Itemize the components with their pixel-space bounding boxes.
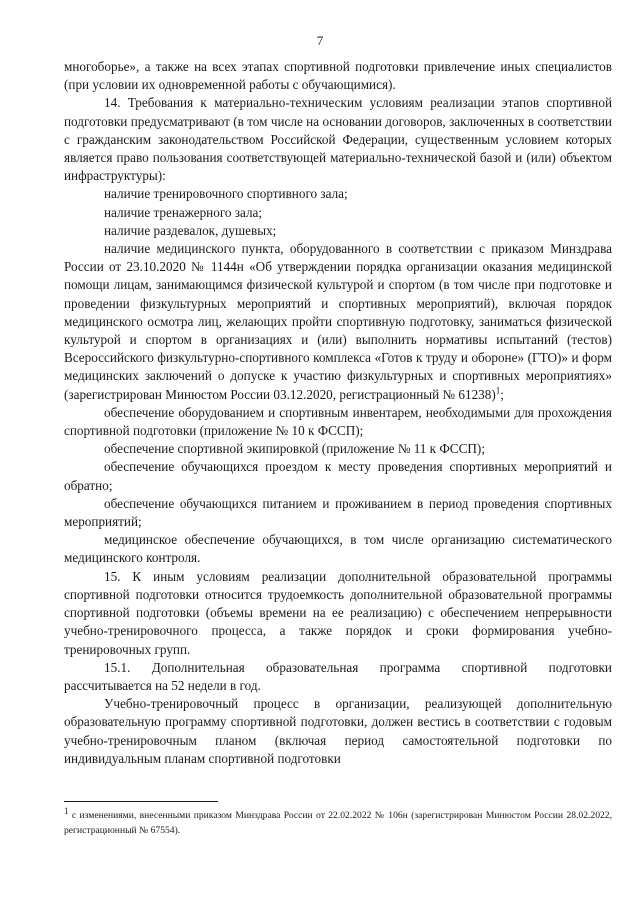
paragraph-11: медицинское обеспечение обучающихся, в том числе организацию систематического медицинского контроля. [64,532,612,566]
paragraph-2: 14. Требования к материально-техническим условиям реализации этапов спортивной подготовки предусматривают (в том числе на основании договоров, заключенных в соответствии с гражданским законодательством Российской Федерации, существенным условием которых является право пользования соответствующей материально-технической базой и (или) объектом инфраструктуры): [64,95,612,184]
footnote-separator [64,801,218,802]
document-body [64,58,612,768]
paragraph-1: многоборье», а также на всех этапах спортивной подготовки привлечение иных специалистов (при условии их одновременной работы с обучающимися). [64,59,612,93]
paragraph-10: обеспечение обучающихся питанием и проживанием в период проведения спортивных мероприятий; [64,495,612,530]
paragraph-14: Учебно-тренировочный процесс в организации, реализующей дополнительную образовательную программу спортивной подготовки, должен вестись в соответствии с годовым учебно-тренировочным планом (включая период самостоятельной подготовки по индивидуальным планам спортивной подготовки [64,696,612,766]
page-number: 7 [316,33,324,48]
footnote-mark: 1 [64,805,69,816]
paragraph-6-tail: ; [500,386,504,402]
paragraph-13: 15.1. Дополнительная образовательная программа спортивной подготовки рассчитывается на 52 недели в год. [64,659,612,693]
paragraph-4: наличие тренажерного зала; [104,204,263,220]
paragraph-9: обеспечение обучающихся проездом к месту проведения спортивных мероприятий и обратно; [64,459,612,493]
paragraph-8: обеспечение спортивной экипировкой (приложение № 11 к ФССП); [104,441,485,457]
footnote [64,805,612,838]
paragraph-7: обеспечение оборудованием и спортивным инвентарем, необходимыми для прохождения спортивной подготовки (приложение № 10 к ФССП); [64,404,612,439]
paragraph-3: наличие тренировочного спортивного зала; [104,186,348,202]
footnote-reference: 1 [495,385,501,396]
paragraph-6-text: наличие медицинского пункта, оборудованного в соответствии с приказом Минздрава России от 23.10.2020 № 1144н «Об утверждении порядка организации оказания медицинской помощи лицам, занимающимся физической культурой и спортом (в том числе при подготовке и проведении физкультурных мероприятий и спортивных мероприятий), включая порядок медицинского осмотра лиц, желающих пройти спортивную подготовку, заниматься физической культурой и спортом в организациях и (или) выполнить нормативы испытаний (тестов) Всероссийского физкультурно-спортивного комплекса «Готов к труду и обороне» (ГТО)» и форм медицинских заключений о допуске к участию физкультурных и спортивных мероприятиях» (зарегистрирован Минюстом России 03.12.2020, регистрационный № 61238) [64,241,612,402]
footnote-text: с изменениями, внесенными приказом Минздрава России от 22.02.2022 № 106н (зарегистрирован Минюстом России 28.02.2022, регистрационный № 67554). [64,810,612,836]
paragraph-5: наличие раздевалок, душевых; [104,222,277,238]
paragraph-6 [64,240,612,404]
paragraph-12: 15. К иным условиям реализации дополнительной образовательной программы спортивной подготовки относится трудоемкость дополнительной образовательной программы спортивной подготовки (объемы времени на ее реализацию) с обеспечением непрерывности учебно-тренировочного процесса, а также порядок и сроки формирования учебно-тренировочных групп. [64,568,612,657]
